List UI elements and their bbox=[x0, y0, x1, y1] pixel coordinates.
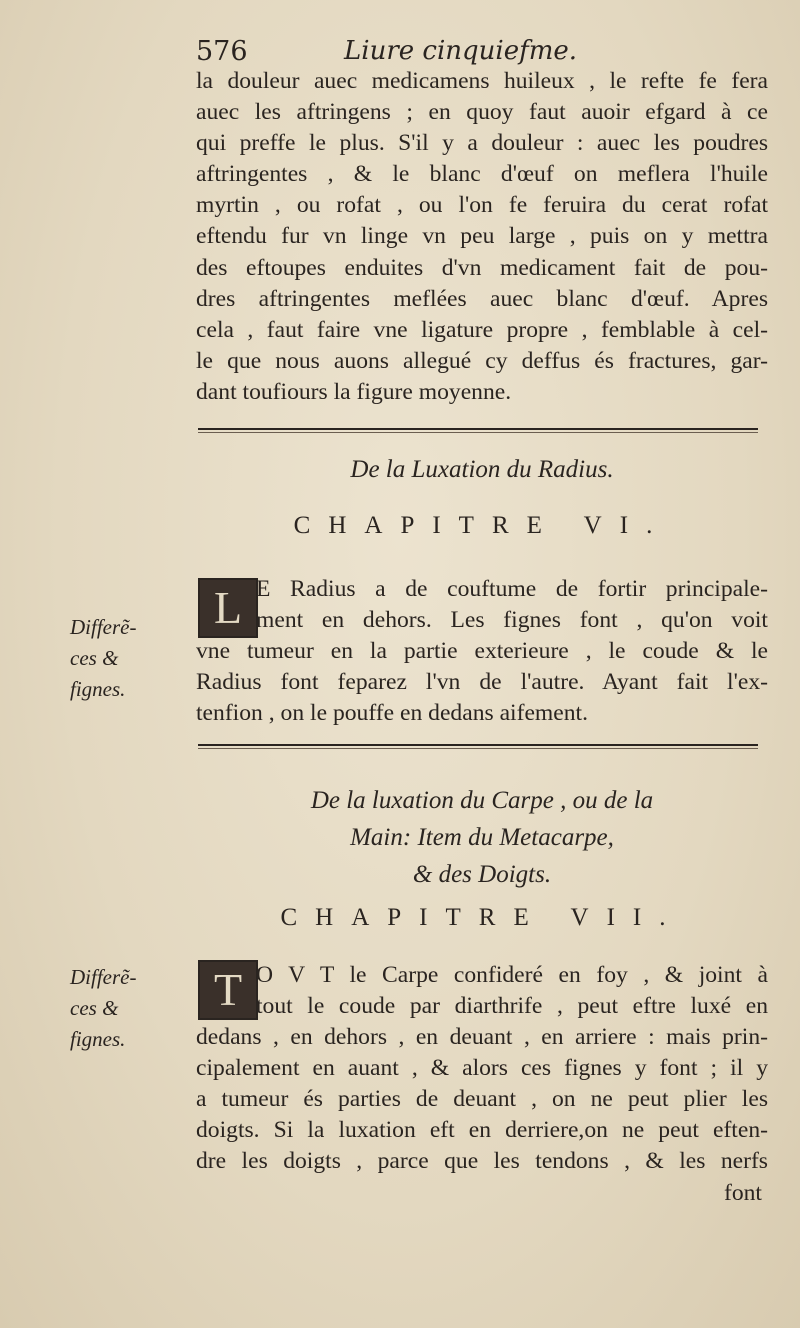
text-line: O V T le Carpe confideré en foy , & joint à bbox=[256, 962, 768, 988]
text-line: des eftoupes enduites d'vn medicament fait de pou- bbox=[196, 254, 768, 281]
text-line: vne tumeur en la partie exterieure , le coude & le bbox=[196, 638, 768, 664]
text-line: myrtin , ou rofat , ou l'on fe feruira du cerat rofat bbox=[196, 192, 768, 219]
section-title bbox=[196, 782, 768, 893]
catchword: font bbox=[723, 1180, 762, 1206]
section-title-line: & des Doigts. bbox=[412, 861, 552, 888]
chapter-heading: CHAPITRE VI. bbox=[293, 512, 671, 539]
section-divider bbox=[198, 428, 758, 430]
text-line: cipalement en auant , & alors ces fignes y font ; il y bbox=[196, 1055, 768, 1082]
text-line: doigts. Si la luxation eft en derriere,on ne peut eften- bbox=[196, 1117, 768, 1144]
top-paragraph bbox=[196, 66, 768, 408]
text-line: la douleur auec medicamens huileux , le refte fe fera bbox=[196, 68, 768, 94]
text-line: tenfion , on le pouffe en dedans aifement. bbox=[196, 700, 589, 727]
section-divider bbox=[198, 744, 758, 746]
text-line: aftringentes , & le blanc d'œuf on meflera l'huile bbox=[196, 161, 768, 188]
text-line: cela , faut faire vne ligature propre , femblable à cel- bbox=[196, 316, 768, 343]
margin-note bbox=[70, 612, 190, 705]
margin-note-line: Differẽ- bbox=[70, 615, 137, 639]
margin-note-line: ces & bbox=[70, 996, 119, 1020]
text-line: dre les doigts , parce que les tendons , & les nerfs bbox=[196, 1148, 768, 1175]
text-line: a tumeur és parties de deuant , on ne peut plier les bbox=[196, 1086, 768, 1113]
section-title: De la Luxation du Radius. bbox=[350, 456, 614, 483]
page-number: 576 bbox=[196, 36, 248, 67]
section7-paragraph bbox=[196, 1022, 768, 1177]
margin-note-line: fignes. bbox=[70, 1027, 126, 1051]
section6-paragraph bbox=[196, 636, 768, 729]
catchword-container bbox=[196, 1178, 768, 1209]
drop-cap-initial: L bbox=[198, 578, 258, 638]
text-line: qui preffe le plus. S'il y a douleur : auec les poudres bbox=[196, 130, 768, 157]
section6-lines-indented bbox=[256, 574, 768, 636]
text-line: E Radius a de couftume de fortir principale- bbox=[256, 576, 768, 602]
section-title-line: De la luxation du Carpe , ou de la bbox=[310, 787, 654, 814]
text-line: eftendu fur vn linge vn peu large , puis on y mettra bbox=[196, 223, 768, 250]
text-line: ment en dehors. Les fignes font , qu'on voit bbox=[256, 607, 768, 634]
text-line: dant toufiours la figure moyenne. bbox=[196, 378, 512, 405]
text-line: auec les aftringens ; en quoy faut auoir efgard à ce bbox=[196, 99, 768, 126]
margin-note-line: fignes. bbox=[70, 677, 126, 701]
section7-lines-indented bbox=[256, 960, 768, 1022]
running-title: Liure cinquiefme. bbox=[344, 36, 578, 66]
text-line: Radius font feparez l'vn de l'autre. Ayant fait l'ex- bbox=[196, 669, 768, 696]
chapter-heading: CHAPITRE VII. bbox=[280, 904, 684, 931]
text-line: le que nous auons allegué cy deffus és fractures, gar- bbox=[196, 347, 768, 374]
margin-note bbox=[70, 962, 190, 1055]
margin-note-line: ces & bbox=[70, 646, 119, 670]
margin-note-line: Differẽ- bbox=[70, 965, 137, 989]
section-title-line: Main: Item du Metacarpe, bbox=[350, 824, 614, 851]
drop-cap-initial: T bbox=[198, 960, 258, 1020]
text-line: dedans , en dehors , en deuant , en arriere : mais prin- bbox=[196, 1024, 768, 1050]
text-line: tout le coude par diarthrife , peut eftre luxé en bbox=[256, 993, 768, 1020]
page-header bbox=[196, 30, 766, 70]
text-line: dres aftringentes meflées auec blanc d'œuf. Apres bbox=[196, 285, 768, 312]
